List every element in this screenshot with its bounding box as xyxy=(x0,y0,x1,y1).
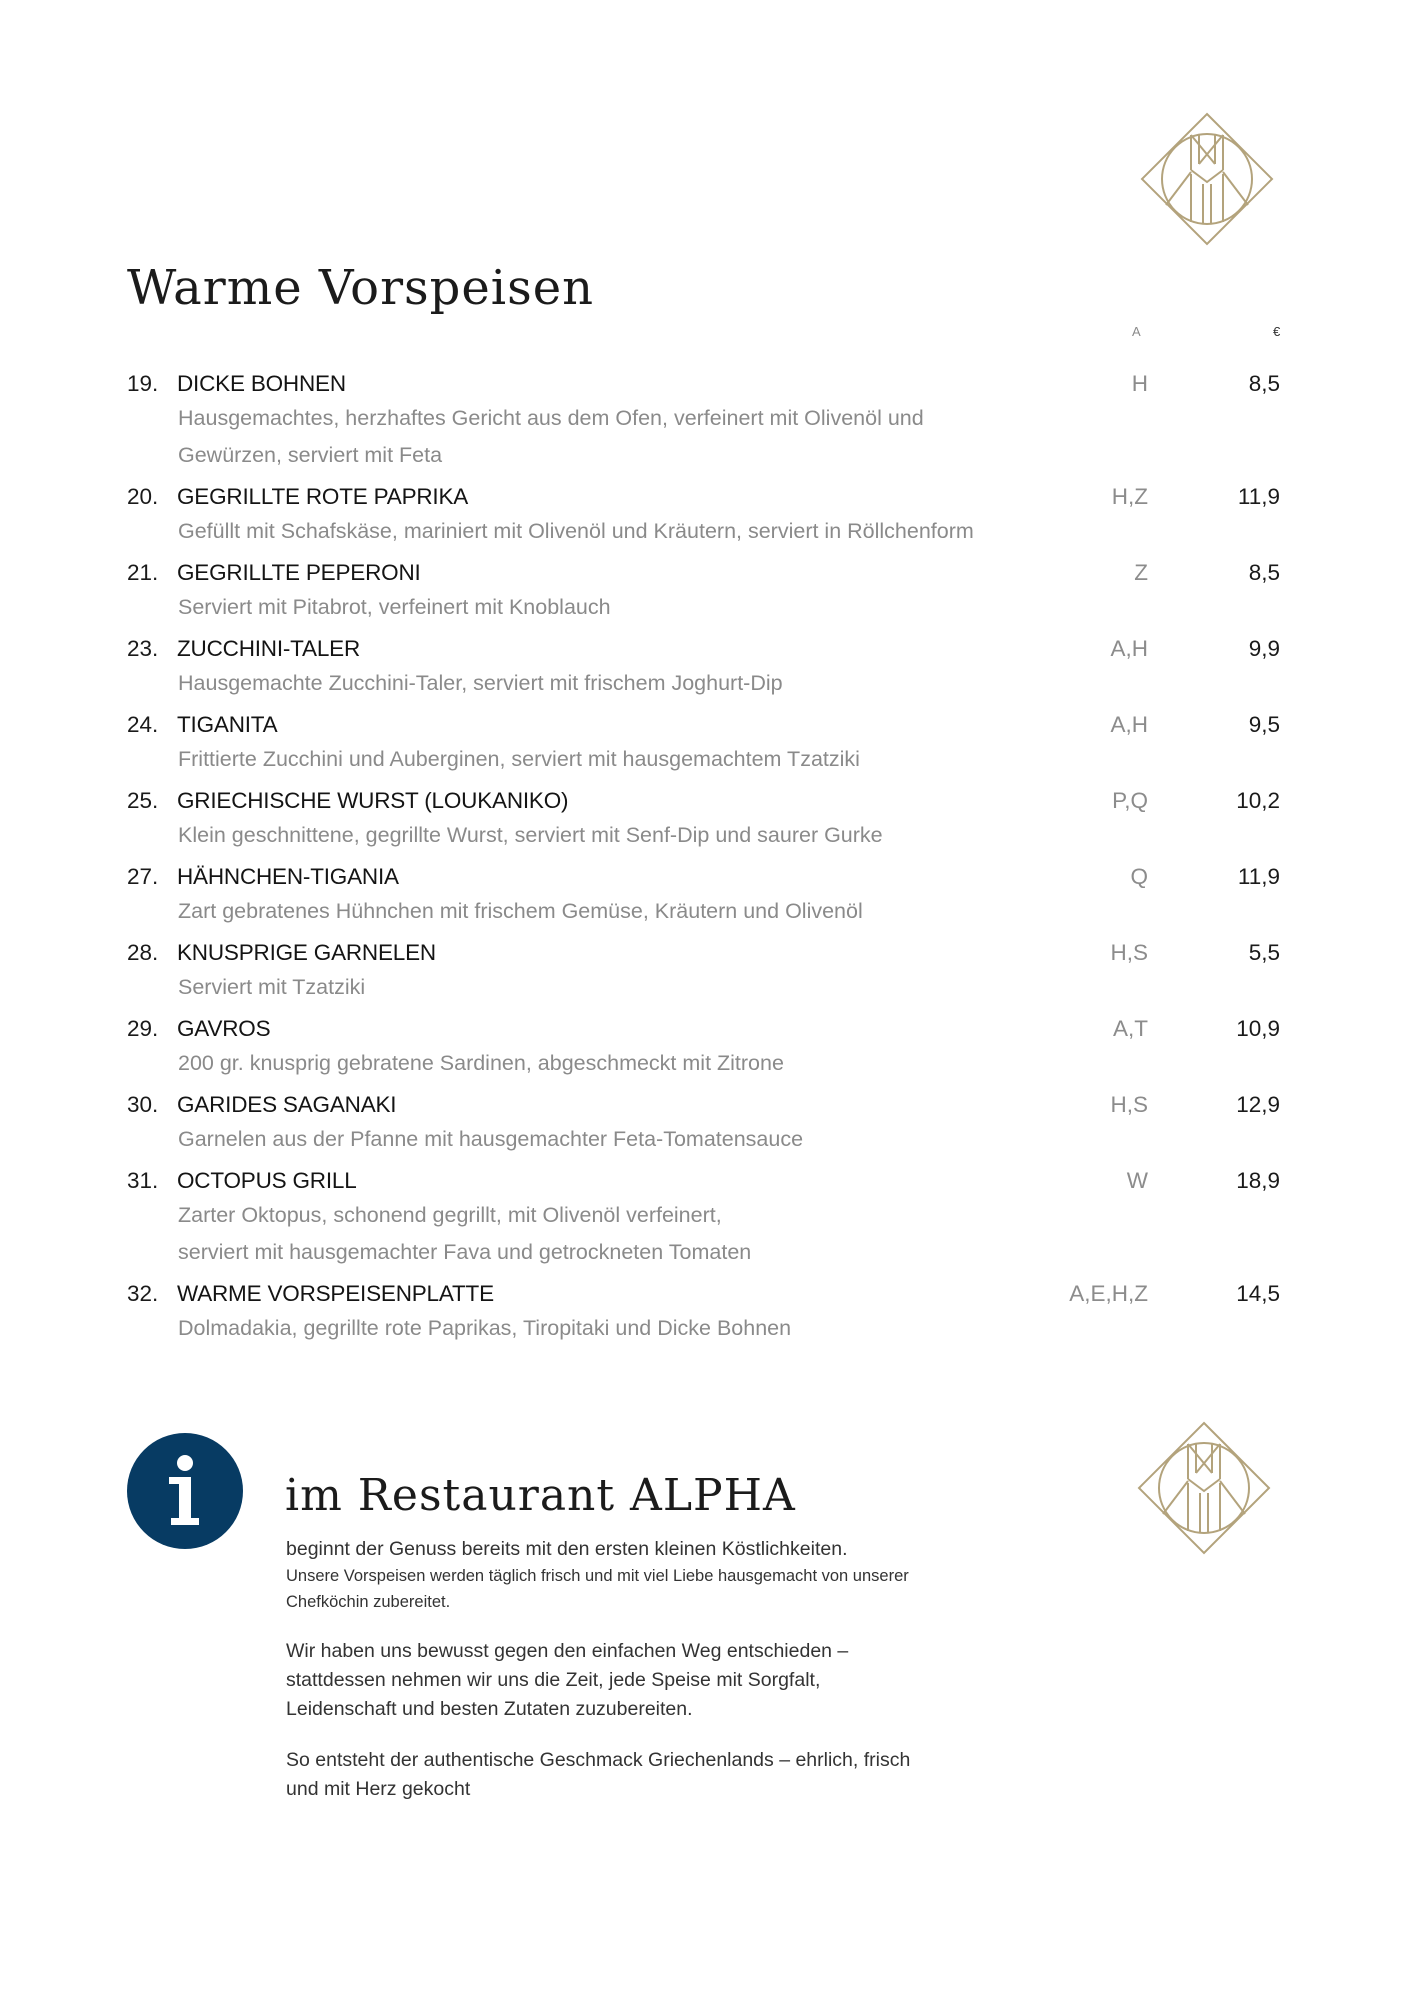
menu-item-price: 14,5 xyxy=(1236,1281,1280,1306)
menu-item-price: 18,9 xyxy=(1236,1168,1280,1193)
menu-item-allergens: A,E,H,Z xyxy=(1069,1281,1148,1306)
menu-item xyxy=(127,367,1282,474)
menu-item-number: 25. xyxy=(127,788,159,813)
info-paragraph-2 xyxy=(286,1637,1086,1724)
menu-item-number: 32. xyxy=(127,1281,159,1306)
info-small-text xyxy=(286,1563,1086,1615)
menu-item-header xyxy=(127,632,1282,665)
menu-item-title: DICKE BOHNEN xyxy=(177,371,346,396)
menu-item-description: Dolmadakia, gegrillte rote Paprikas, Tiropitaki und Dicke Bohnen xyxy=(178,1316,792,1340)
menu-item-header xyxy=(127,367,1282,400)
menu-item-description: 200 gr. knusprig gebratene Sardinen, abgeschmeckt mit Zitrone xyxy=(178,1051,784,1075)
menu-item-title: OCTOPUS GRILL xyxy=(177,1168,357,1193)
menu-item-description: Hausgemachtes, herzhaftes Gericht aus dem Ofen, verfeinert mit Olivenöl und xyxy=(178,406,924,430)
menu-item-description: Zart gebratenes Hühnchen mit frischem Gemüse, Kräutern und Olivenöl xyxy=(178,899,863,923)
menu-item-title: KNUSPRIGE GARNELEN xyxy=(177,940,436,965)
menu-item-header xyxy=(127,1164,1282,1197)
info-body xyxy=(286,1536,1086,1804)
menu-item-header xyxy=(127,1012,1282,1045)
menu-item xyxy=(127,860,1282,930)
menu-item-description: Hausgemachte Zucchini-Taler, serviert mit frischem Joghurt-Dip xyxy=(178,671,783,695)
menu-item-number: 19. xyxy=(127,371,159,396)
menu-item-allergens: H xyxy=(1131,371,1148,396)
menu-item-title: GRIECHISCHE WURST (LOUKANIKO) xyxy=(177,788,569,813)
menu-item-price: 12,9 xyxy=(1236,1092,1280,1117)
menu-item-allergens: W xyxy=(1126,1168,1148,1193)
restaurant-logo-top xyxy=(1140,112,1274,246)
menu-item-title: HÄHNCHEN-TIGANIA xyxy=(177,864,399,889)
menu-item-description: serviert mit hausgemachter Fava und getrockneten Tomaten xyxy=(178,1240,752,1264)
menu-item-description: Frittierte Zucchini und Auberginen, serviert mit hausgemachtem Tzatziki xyxy=(178,747,860,771)
menu-item-allergens: H,S xyxy=(1110,1092,1148,1117)
menu-item-header xyxy=(127,556,1282,589)
menu-item-header xyxy=(127,936,1282,969)
menu-item-allergens: Z xyxy=(1134,560,1148,585)
info-paragraph-3 xyxy=(286,1746,1086,1804)
menu-item-number: 30. xyxy=(127,1092,159,1117)
menu-item-price: 5,5 xyxy=(1248,940,1280,965)
menu-item xyxy=(127,1164,1282,1271)
menu-item-number: 31. xyxy=(127,1168,159,1193)
menu-item-number: 29. xyxy=(127,1016,159,1041)
menu-item-header xyxy=(127,1088,1282,1121)
menu-item-number: 28. xyxy=(127,940,159,965)
menu-item-allergens: H,Z xyxy=(1111,484,1148,509)
menu-item-header xyxy=(127,860,1282,893)
info-paragraph-line: stattdessen nehmen wir uns die Zeit, jede Speise mit Sorgfalt, xyxy=(286,1669,821,1691)
menu-item-header xyxy=(127,708,1282,741)
menu-item-price: 8,5 xyxy=(1248,560,1280,585)
menu-item xyxy=(127,936,1282,1006)
menu-item-number: 24. xyxy=(127,712,159,737)
menu-item-number: 27. xyxy=(127,864,159,889)
menu-item-number: 20. xyxy=(127,484,159,509)
menu-item-title: WARME VORSPEISENPLATTE xyxy=(177,1281,494,1306)
menu-item-price: 10,9 xyxy=(1236,1016,1280,1041)
menu-item-price: 10,2 xyxy=(1236,788,1280,813)
menu-item-description: Klein geschnittene, gegrillte Wurst, serviert mit Senf-Dip und saurer Gurke xyxy=(178,823,883,847)
menu-item xyxy=(127,1088,1282,1158)
menu-item-price: 9,9 xyxy=(1248,636,1280,661)
menu-item-price: 11,9 xyxy=(1237,864,1280,889)
menu-item-price: 9,5 xyxy=(1248,712,1280,737)
menu-item-title: GEGRILLTE ROTE PAPRIKA xyxy=(177,484,469,509)
menu-item-description: Serviert mit Pitabrot, verfeinert mit Knoblauch xyxy=(178,595,611,619)
section-title: Warme Vorspeisen xyxy=(127,260,595,316)
menu-item-title: GAVROS xyxy=(177,1016,271,1041)
menu-item-price: 8,5 xyxy=(1248,371,1280,396)
monogram-logo-icon xyxy=(1140,112,1274,246)
menu-item-number: 21. xyxy=(127,560,159,585)
menu-item-title: GEGRILLTE PEPERONI xyxy=(177,560,421,585)
info-paragraph-line: So entsteht der authentische Geschmack Griechenlands – ehrlich, frisch xyxy=(286,1749,911,1771)
menu-list xyxy=(127,367,1282,1353)
info-small-line: Chefköchin zubereitet. xyxy=(286,1593,451,1611)
menu-item-allergens: H,S xyxy=(1110,940,1148,965)
menu-item-description: Gewürzen, serviert mit Feta xyxy=(178,443,443,467)
menu-item-price: 11,9 xyxy=(1237,484,1280,509)
menu-item-allergens: P,Q xyxy=(1112,788,1148,813)
menu-item-description: Gefüllt mit Schafskäse, mariniert mit Olivenöl und Kräutern, serviert in Röllchenform xyxy=(178,519,974,543)
menu-item-title: GARIDES SAGANAKI xyxy=(177,1092,397,1117)
menu-item-allergens: A,H xyxy=(1110,636,1148,661)
menu-item-header xyxy=(127,784,1282,817)
menu-item-allergens: Q xyxy=(1130,864,1148,889)
info-paragraph-line: und mit Herz gekocht xyxy=(286,1778,471,1800)
menu-item-number: 23. xyxy=(127,636,159,661)
menu-item-description: Serviert mit Tzatziki xyxy=(178,975,366,999)
menu-item xyxy=(127,556,1282,626)
menu-item xyxy=(127,1277,1282,1347)
menu-item-title: ZUCCHINI-TALER xyxy=(177,636,361,661)
menu-item-description: Garnelen aus der Pfanne mit hausgemachter Feta-Tomatensauce xyxy=(178,1127,804,1151)
info-icon xyxy=(127,1433,243,1549)
info-title: im Restaurant ALPHA xyxy=(285,1470,796,1521)
menu-item xyxy=(127,480,1282,550)
restaurant-logo-bottom xyxy=(1137,1421,1271,1555)
info-lead-text: beginnt der Genuss bereits mit den ersten kleinen Köstlichkeiten. xyxy=(286,1538,848,1560)
info-small-line: Unsere Vorspeisen werden täglich frisch und mit viel Liebe hausgemacht von unserer xyxy=(286,1567,909,1585)
menu-item xyxy=(127,1012,1282,1082)
menu-item xyxy=(127,784,1282,854)
menu-item-allergens: A,H xyxy=(1110,712,1148,737)
allergen-column-header: A xyxy=(1132,324,1141,339)
menu-item-allergens: A,T xyxy=(1112,1016,1148,1041)
info-paragraph-line: Leidenschaft und besten Zutaten zuzubereiten. xyxy=(286,1698,693,1720)
monogram-logo-icon xyxy=(1137,1421,1271,1555)
info-paragraph-line: Wir haben uns bewusst gegen den einfachen Weg entschieden – xyxy=(286,1640,849,1662)
menu-item-description: Zarter Oktopus, schonend gegrillt, mit Olivenöl verfeinert, xyxy=(178,1203,722,1227)
menu-item-title: TIGANITA xyxy=(177,712,278,737)
menu-item-header xyxy=(127,1277,1282,1310)
menu-item-header xyxy=(127,480,1282,513)
menu-item xyxy=(127,632,1282,702)
price-column-header: € xyxy=(1273,324,1281,339)
menu-item xyxy=(127,708,1282,778)
